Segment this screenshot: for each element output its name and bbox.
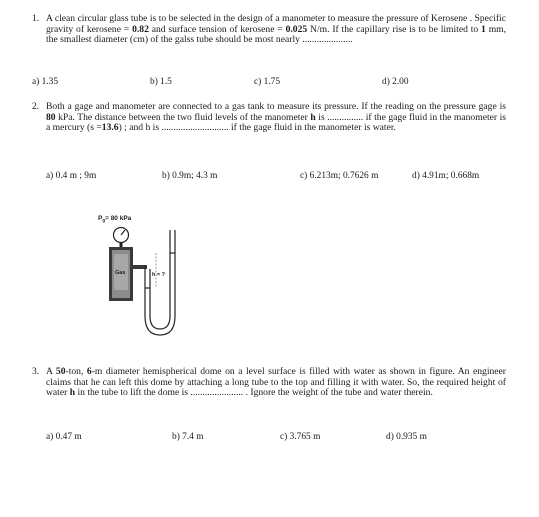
question-text: in the tube to lift the dome is ...................... . Ignore the weight of the tube and water therein. bbox=[75, 387, 433, 399]
option-d[interactable]: d) 2.00 bbox=[382, 77, 409, 87]
question-text: kPa. The distance between the two fluid levels of the manometer bbox=[55, 111, 311, 123]
option-d[interactable]: d) 0.935 m bbox=[386, 432, 427, 442]
mercury-sg-value: 13.6 bbox=[101, 122, 119, 134]
question-1 bbox=[32, 13, 507, 46]
pressure-gage-icon bbox=[114, 228, 129, 248]
option-c[interactable]: c) 3.765 m bbox=[280, 432, 321, 442]
answer-options-q3 bbox=[46, 432, 506, 444]
option-c[interactable]: c) 6.213m; 0.7626 m bbox=[300, 171, 379, 181]
question-text: A bbox=[46, 366, 56, 377]
gage-pressure-value: 80 bbox=[46, 111, 56, 123]
question-text: ) ; and h is ............................ if the gage fluid in the manometer is water. bbox=[118, 122, 396, 134]
manometer-diagram bbox=[86, 208, 226, 343]
question-text: and surface tension of kerosene = bbox=[148, 23, 286, 35]
question-2 bbox=[32, 101, 507, 134]
question-number: 2. bbox=[32, 101, 40, 112]
question-text: A clean circular glass tube is to be selected in the design of a manometer to measure the pressure of Kerosene . Specific gravity of kerosene = bbox=[46, 13, 506, 35]
option-a[interactable]: a) 0.4 m ; 9m bbox=[46, 171, 97, 181]
capillary-limit-value: 1 bbox=[481, 23, 486, 35]
question-text: mm, the smallest diameter (cm) of the galss tube should be most nearly ..................... bbox=[46, 23, 507, 46]
option-b[interactable]: b) 7.4 m bbox=[172, 432, 204, 442]
u-tube-manometer bbox=[145, 230, 175, 335]
question-number: 3. bbox=[32, 366, 40, 377]
option-d[interactable]: d) 4.91m; 0.668m bbox=[412, 171, 480, 181]
question-text: -ton, bbox=[65, 366, 87, 377]
question-3 bbox=[32, 366, 506, 399]
gas-tank bbox=[109, 247, 133, 301]
manometer-figure bbox=[86, 208, 226, 343]
option-a[interactable]: a) 1.35 bbox=[32, 77, 59, 87]
height-symbol: h bbox=[69, 387, 76, 399]
question-text: Both a gage and manometer are connected to a gas tank to measure its pressure. If the reading on the pressure gage is bbox=[46, 101, 506, 112]
option-c[interactable]: c) 1.75 bbox=[254, 77, 281, 87]
question-text: N/m. If the capillary rise is to be limited to bbox=[307, 23, 482, 35]
tank-label: Gas bbox=[115, 270, 126, 276]
surface-tension-value: 0.025 bbox=[285, 23, 308, 35]
specific-gravity-value: 0.82 bbox=[132, 23, 149, 35]
option-a[interactable]: a) 0.47 m bbox=[46, 432, 82, 442]
question-text: -m diameter hemispherical dome on a level surface is filled with water as shown in figure. An engineer claims that he can left this dome by attaching a long tube to the top and filling it with water. So, the required height of water bbox=[46, 366, 506, 399]
question-number: 1. bbox=[32, 13, 40, 24]
gage-label: $P_g= 80$ kPa bbox=[98, 215, 132, 223]
height-symbol: h bbox=[310, 111, 316, 123]
question-text: is ............... if the gage fluid in the manometer is a mercury (s = bbox=[46, 111, 507, 134]
answer-options-q2 bbox=[46, 171, 506, 183]
height-label: h = ? bbox=[152, 272, 165, 278]
option-b[interactable]: b) 1.5 bbox=[150, 77, 172, 87]
dome-diameter-value: 6 bbox=[86, 366, 92, 377]
dome-mass-value: 50 bbox=[55, 366, 66, 377]
answer-options-q1 bbox=[32, 77, 512, 89]
option-b[interactable]: b) 0.9m; 4.3 m bbox=[162, 171, 218, 181]
